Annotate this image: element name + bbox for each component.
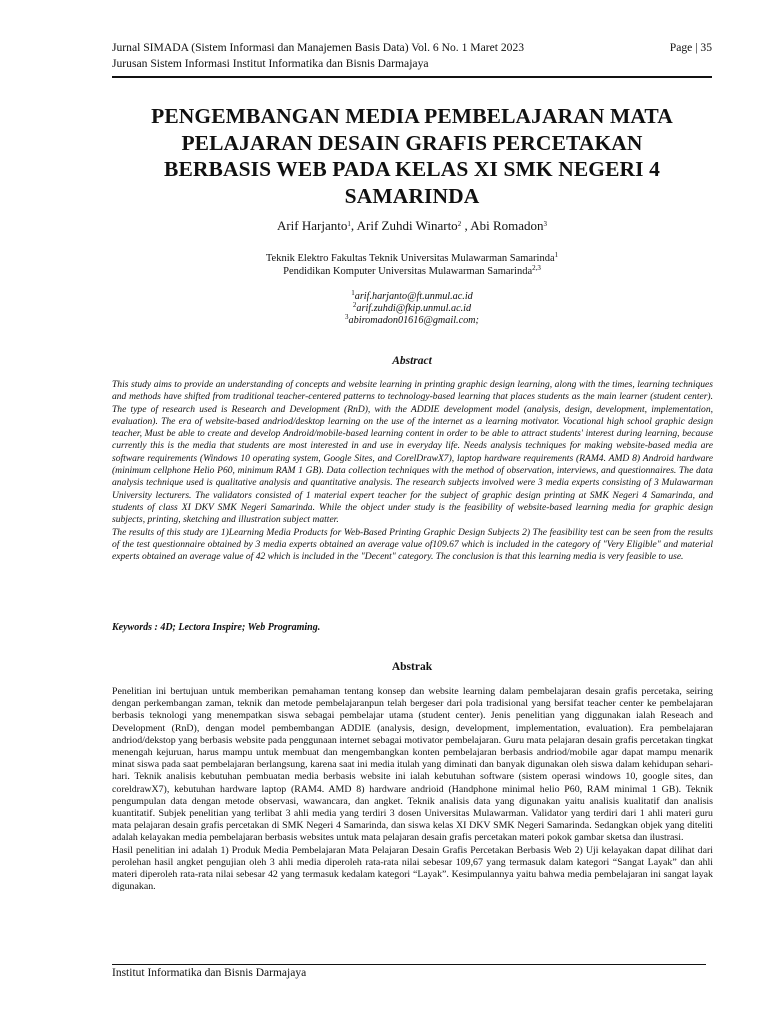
header-divider	[112, 76, 712, 78]
running-header	[112, 40, 712, 72]
email-address: abiromadon01616@gmail.com;	[348, 315, 479, 326]
page-number: Page | 35	[669, 41, 712, 54]
affiliation-superscript: 2,3	[532, 264, 541, 272]
title-line: PELAJARAN DESAIN GRAFIS PERCETAKAN	[181, 130, 643, 155]
author-name: Arif Harjanto	[276, 218, 348, 233]
abstract-body	[112, 379, 713, 563]
footer-institution: Institut Informatika dan Bisnis Darmajaya	[112, 967, 307, 979]
author-list	[112, 218, 712, 234]
author-name: , Arif Zuhdi Winarto	[350, 218, 458, 233]
email-superscript: 1	[351, 289, 355, 297]
author-superscript: 1	[347, 220, 351, 228]
email-superscript: 2	[352, 301, 357, 309]
affiliation-text: Teknik Elektro Fakultas Teknik Universitas Mulawarman Samarinda	[265, 253, 555, 264]
email-list	[112, 291, 712, 327]
journal-line: Jurnal SIMADA (Sistem Informasi dan Manajemen Basis Data) Vol. 6 No. 1 Maret 2023	[112, 41, 525, 54]
email-address: arif.harjanto@ft.unmul.ac.id	[354, 291, 473, 302]
abstract-paragraph: The results of this study are 1)Learning Media Products for Web-Based Printing Graphic Design Subjects 2) The feasibility test can be seen from the results of the test questionnaire obtained by 3 media experts obtained an average value of109.67 which is included in the category of "Very Eligible" and material experts obtained an average value of 42 which is included in the "Decent" category. The conclusion is that this learning media is very feasible to use.	[112, 526, 713, 563]
title-line: BERBASIS WEB PADA KELAS XI SMK NEGERI 4	[164, 157, 660, 181]
keywords: Keywords : 4D; Lectora Inspire; Web Programing.	[112, 622, 321, 633]
footer-divider	[112, 964, 706, 965]
author-name: , Abi Romadon	[461, 218, 544, 233]
affiliations	[112, 252, 712, 278]
title-line: SAMARINDA	[344, 183, 480, 208]
title-line: PENGEMBANGAN MEDIA PEMBELAJARAN MATA	[151, 104, 673, 128]
abstract-heading: Abstract	[392, 355, 432, 367]
email-address: arif.zuhdi@fkip.unmul.ac.id	[356, 303, 472, 314]
author-superscript: 2	[457, 220, 462, 228]
paper-title	[112, 103, 712, 209]
affiliation-superscript: 1	[554, 251, 559, 259]
email-superscript: 3	[345, 313, 349, 321]
department-line: Jurusan Sistem Informasi Institut Informatika dan Bisnis Darmajaya	[112, 57, 429, 70]
abstract-paragraph: This study aims to provide an understanding of concepts and website learning in printing graphic design learning, along with the times, learning techniques and methods have shifted from traditional teacher-centered patterns to technology-based learning that places students as the main learner (student center). The type of research used is Research and Development (RnD), with the ADDIE development model (analysis, design, development, implementation, evaluation). The era of website-based andriod/desktop learning on the use of the internet as a learning motivator. Vocational high school graphic design teacher, Must be able to create and develop Android/mobile-based learning content in order to be able to attract students' interest during learning, because currently this is the media that students are most interested in and use in everyday life. Needs analysis techniques for making website-based media are software requirements (Windows 10 operating system, Google Sites, and CorelDrawX7), laptop hardware requirements (RAM4. AMD 8) Android hardware (minimum cellphone Helio P60, minimum RAM 1 GB). Data collection techniques with the method of observation, interviews, and questionnaires. The data analysis technique used is qualitative analysis and quantitative analysis. The research subjects involved were 3 media experts consisting of 3 Mulawarman University lecturers. The validators consisted of 1 material expert teacher for the subject of graphic design printing at SMK Negeri 4 Samarinda, and students of class XI DKV SMK Negeri Samarinda. While the object under study is the feasibility of website-based learning media for graphic design subjects, printing, sketching and illustration subject matter.	[112, 379, 713, 526]
abstrak-paragraph: Penelitian ini bertujuan untuk memberikan pemahaman tentang konsep dan website learning dalam pembelajaran desain grafis percetaka, seiring dengan perkembangan zaman, teknik dan metode pembelajaranpun telah bergeser dari pola tradisional yang bersifat teacher center ke pembelajaran berbasis teknologi yang menempatkan siswa sebagai pembelajar utama (student center). Jenis penelitian yang diggunakan ialah Reseach and Development (RnD), dengan model pembembangan ADDIE (analysis, design, development, implementation, evaluation). Era pembelajaran andriod/dekstop yang berbasis website pada penggunaan internet sebagai motivator pembelajaran. Guru mata pelajaran desain grafis percetakan tingkat menengah kejuruan, harus mampu untuk membuat dan mengembangkan konten pembelajaran berbasis andriod/mobile agar dapat mampu menarik minat siswa pada saat pembelajaran berlangsung, karena saat ini media itulah yang diminati dan banyak digunakan oleh siswa dalam kehidupan sehari-hari. Teknik analisis kebutuhan pembuatan media berbasis website ini ialah kebutuhan software (sistem operasi windows 10, google sites, dan coreldrawX7), kebutuhan hardware laptop (RAM4. AMD 8) hardware andrioid (Handphone minimal helio P60, RAM minimal 1 GB). Teknik pengumpulan data dengan metode observasi, wawancara, dan angket. Teknik analisis data yang digunakan yaitu analisis kualitatif dan analisis kuantitatif. Subjek penelitian yang terlibat 3 ahli media yang terdiri 3 dosen Universitas Mulawarman. Validator yang terdiri dari 1 ahli materi guru mata pelajaran desain grafis percetakan di SMK Negeri 4 Samarinda, dan siswa kelas XI DKV SMK Negeri Samarinda. Sedangkan objek yang diteliti adalah kelayakan media pembelajaran berbasis websites untuk mata pelajaran desain grafis percetakan materi pokok gambar sketsa dan ilustrasi.	[112, 686, 713, 844]
author-superscript: 3	[543, 220, 548, 228]
affiliation-text: Pendidikan Komputer Universitas Mulawarman Samarinda	[283, 266, 533, 277]
abstrak-paragraph: Hasil penelitian ini adalah 1) Produk Media Pembelajaran Mata Pelajaran Desain Grafis Percetakan Berbasis Web 2) Uji kelayakan dapat dilihat dari perolehan hasil angket pengujian oleh 3 ahli media diperoleh rata-rata nilai sebesar 109,67 yang termasuk dalam kategori “Sangat Layak” dan ahli materi diperoleh rata-rata nilai sebesar 42 yang termasuk kedalam kategori “Layak”. Kesimpulannya yaitu bahwa media pembelajaran ini sangat layak digunakan.	[112, 844, 713, 893]
abstrak-heading: Abstrak	[391, 661, 433, 673]
abstrak-body	[112, 686, 713, 893]
